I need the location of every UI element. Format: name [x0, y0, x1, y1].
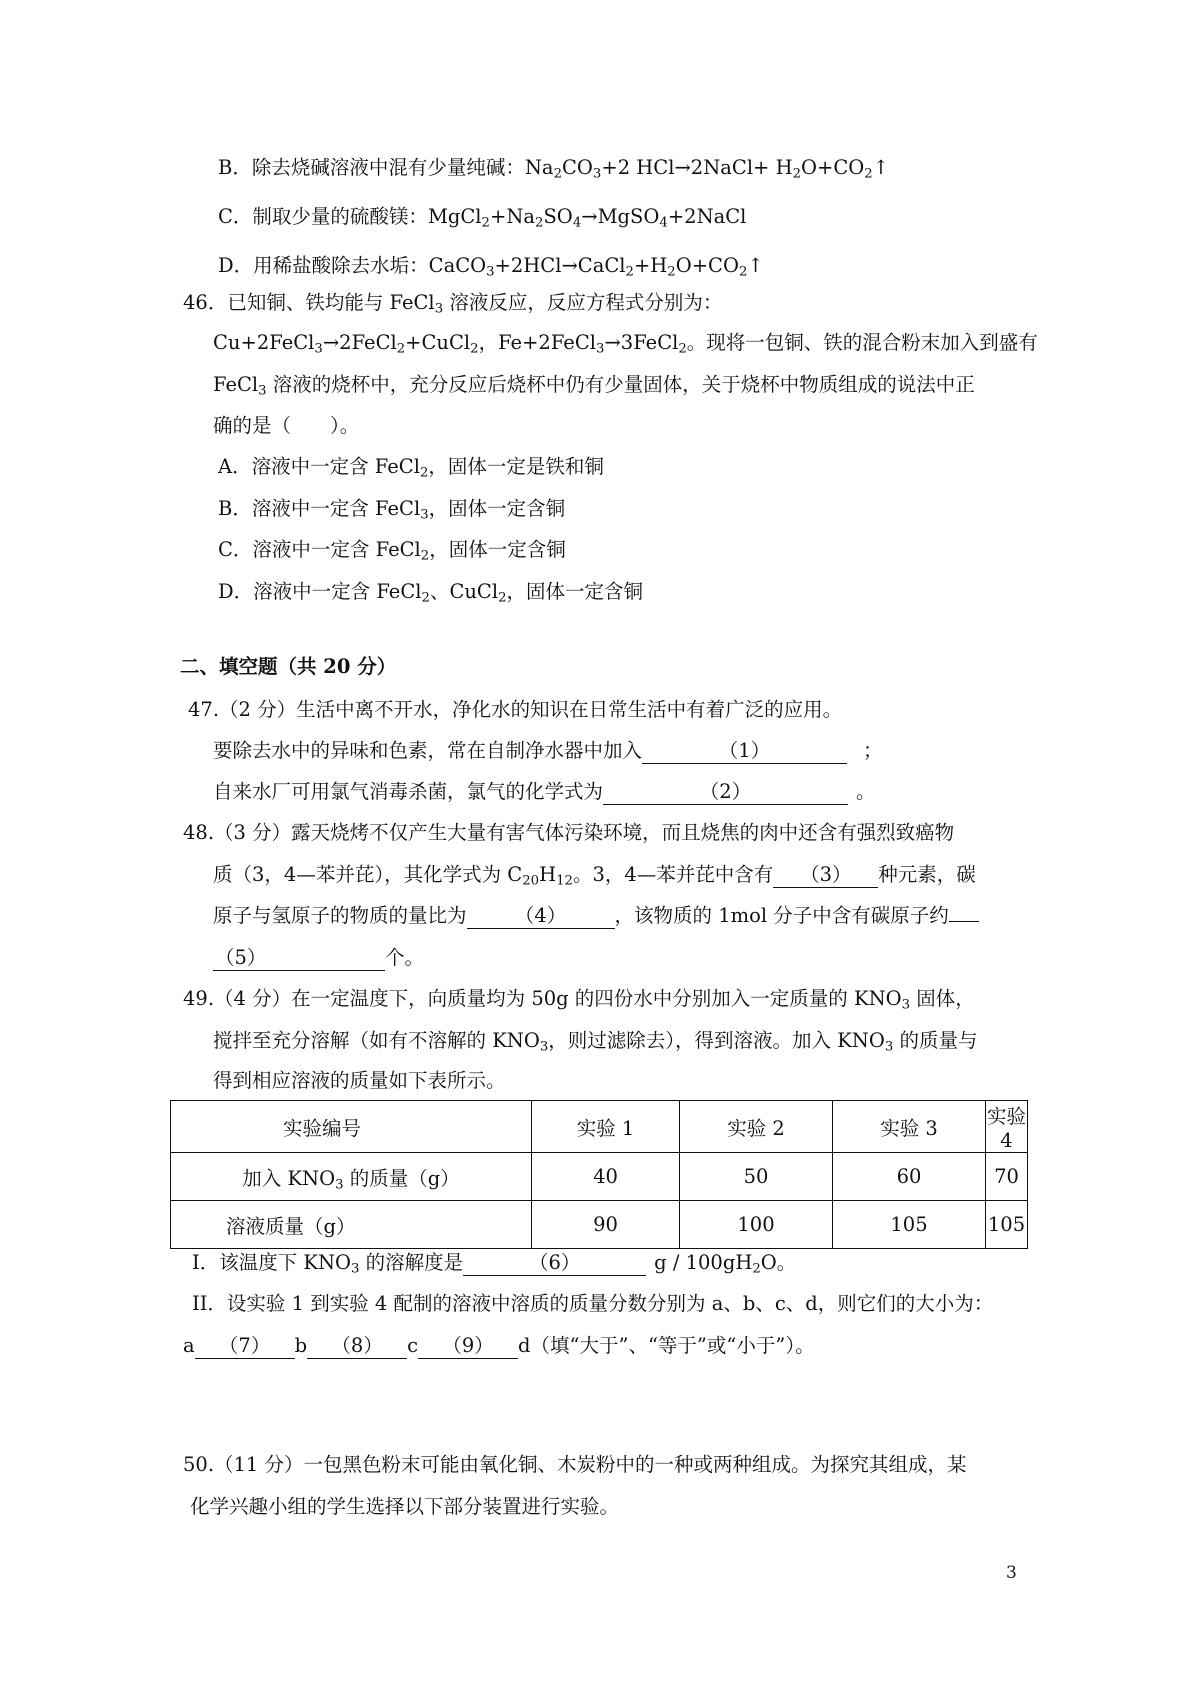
q45-option-c[interactable] [218, 204, 746, 230]
table-cell: 100 [680, 1201, 833, 1249]
answer-blank-2[interactable]: （2） [603, 781, 848, 805]
q46-option-d[interactable]: D．溶液中一定含 FeCl$_2$、CuCl$_2$，固体一定含铜 [218, 580, 644, 606]
q46-stem-line3: FeCl$_3$ 溶液的烧杯中，充分反应后烧杯中仍有少量固体，关于烧杯中物质组成的说法中正 [213, 373, 975, 399]
q49-part-ii-answers: a （7） b （8） c （9） d（填“大于”、“等于”或“小于”）。 [183, 1334, 815, 1357]
table-cell: 70 [986, 1153, 1028, 1201]
table-cell: 90 [532, 1201, 680, 1249]
q49-stem-line3: 得到相应溶液的质量如下表所示。 [213, 1069, 506, 1092]
answer-blank-9[interactable]: （9） [418, 1335, 518, 1359]
q49-stem-line2: 搅拌至充分溶解（如有不溶解的 $KNO_3$，则过滤除去），得到溶液。加入 $KNO_3$ 的质量与 [213, 1029, 978, 1055]
table-row [171, 1201, 1028, 1249]
table-row [171, 1153, 1028, 1201]
q46-option-a[interactable]: A．溶液中一定含 FeCl$_2$，固体一定是铁和铜 [218, 455, 604, 481]
answer-blank-8[interactable]: （8） [307, 1335, 407, 1359]
table-header-cell: 实验编号 [171, 1101, 532, 1153]
formula: $Na_2CO_3+2$ HCl→2NaCl+ $H_2O+CO_2↑$ [524, 156, 890, 182]
table-header-cell: 实验 4 [986, 1101, 1028, 1153]
section-heading: 二、填空题（共 20 分） [180, 655, 397, 678]
q48-line4: （5） 个。 [215, 946, 425, 969]
answer-blank-1[interactable]: （1） [642, 740, 847, 764]
answer-blank-6[interactable]: （6） [463, 1252, 646, 1276]
q46-option-c[interactable]: C．溶液中一定含 FeCl$_2$，固体一定含铜 [218, 538, 566, 564]
answer-blank-5[interactable]: （5） [213, 947, 385, 971]
q47-line2: 要除去水中的异味和色素，常在自制净水器中加入 （1） ； [213, 739, 883, 762]
table-cell: 50 [680, 1153, 833, 1201]
answer-blank-5-start[interactable] [949, 920, 979, 922]
table-cell: 105 [833, 1201, 986, 1249]
table-header-cell: 实验 2 [680, 1101, 833, 1153]
experiment-table [170, 1100, 1028, 1249]
table-header-cell: 实验 3 [833, 1101, 986, 1153]
q49-part-i: I．该温度下 $KNO_3$ 的溶解度是 （6） g / $100gH_2O$。 [192, 1251, 797, 1277]
option-label: D． [218, 254, 254, 277]
option-text: 制取少量的硫酸镁： [252, 205, 428, 228]
table-row-label: 溶液质量（g） [171, 1201, 532, 1249]
formula: $CaCO_3+2HCl\to CaCl_2+H_2O+CO_2↑$ [428, 254, 764, 280]
page-number: 3 [1006, 1563, 1017, 1583]
q49-part-ii: II．设实验 1 到实验 4 配制的溶液中溶质的质量分数分别为 a、b、c、d，则它们的大小为： [192, 1292, 994, 1315]
table-row-label: 加入 $KNO_3$ 的质量（g） [171, 1153, 532, 1201]
formula: $MgCl_2+Na_2SO_4\to MgSO_4+2NaCl$ [427, 205, 747, 231]
table-cell: 40 [532, 1153, 680, 1201]
answer-blank-3[interactable]: （3） [773, 864, 878, 888]
q46-option-b[interactable]: B．溶液中一定含 FeCl$_3$，固体一定含铜 [218, 497, 566, 523]
q47-line3: 自来水厂可用氯气消毒杀菌，氯气的化学式为 （2） 。 [213, 780, 876, 803]
q50-stem-line2: 化学兴趣小组的学生选择以下部分装置进行实验。 [190, 1495, 620, 1518]
answer-blank-4[interactable]: （4） [467, 905, 615, 929]
q46-stem-line4: 确的是（ ）。 [213, 414, 360, 437]
q50-stem-line1: 50.（11 分）一包黑色粉末可能由氧化铜、木炭粉中的一种或两种组成。为探究其组成，某 [183, 1453, 967, 1476]
q48-line3: 原子与氢原子的物质的量比为 （4） ，该物质的 1mol 分子中含有碳原子约 [213, 903, 979, 929]
table-header-row [171, 1101, 1028, 1153]
q47-stem: 47.（2 分）生活中离不开水，净化水的知识在日常生活中有着广泛的应用。 [188, 698, 843, 721]
option-text: 用稀盐酸除去水垢： [253, 254, 429, 277]
q48-stem-line1: 48.（3 分）露天烧烤不仅产生大量有害气体污染环境，而且烧焦的肉中还含有强烈致癌物 [183, 821, 955, 844]
q46-stem-line2: Cu+2FeCl$_3$→2FeCl$_2$+CuCl$_2$，Fe+2FeCl$_3$→3FeCl$_2$。现将一包铜、铁的混合粉末加入到盛有 [213, 331, 1038, 357]
option-label: B． [218, 156, 252, 179]
option-text: 除去烧碱溶液中混有少量纯碱： [251, 156, 525, 179]
answer-blank-7[interactable]: （7） [195, 1335, 295, 1359]
table-cell: 105 [986, 1201, 1028, 1249]
q45-option-d[interactable] [218, 253, 764, 279]
option-label: C． [218, 205, 253, 228]
q49-stem-line1: 49.（4 分）在一定温度下，向质量均为 50g 的四份水中分别加入一定质量的 $KNO_3$ 固体， [183, 987, 975, 1013]
table-header-cell: 实验 1 [532, 1101, 680, 1153]
q48-line2: 质（3，4—苯并芘），其化学式为 $C_{20}H_{12}$。3，4—苯并芘中含有 （3） 种元素，碳 [213, 863, 976, 889]
q46-stem-line1: 46．已知铜、铁均能与 FeCl$_3$ 溶液反应，反应方程式分别为： [183, 291, 723, 317]
q45-option-b[interactable] [218, 155, 889, 181]
table-cell: 60 [833, 1153, 986, 1201]
